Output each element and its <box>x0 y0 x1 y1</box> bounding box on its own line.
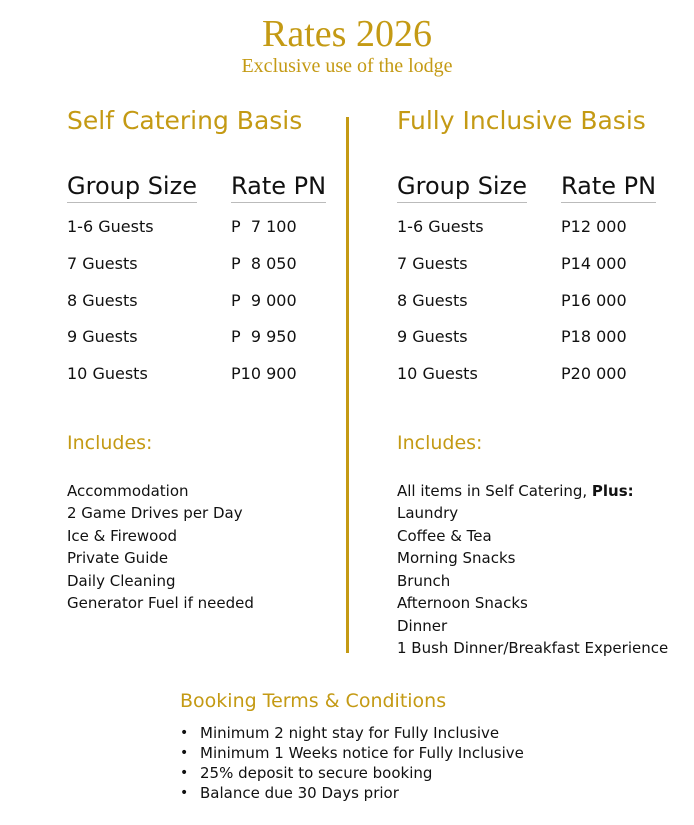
self-catering-table-header <box>67 170 367 202</box>
self-catering-section <box>67 106 367 615</box>
group-size-cell: 9 Guests <box>397 327 468 347</box>
rate-row <box>67 216 367 253</box>
list-item: Dinner <box>397 616 448 635</box>
page-title: Rates 2026 <box>262 13 432 55</box>
list-item: 1 Bush Dinner/Breakfast Experience <box>397 639 669 658</box>
rate-cell: P16 000 <box>561 290 627 310</box>
rate-cell: P 9 000 <box>231 290 297 310</box>
fully-inclusive-table-header <box>397 170 694 202</box>
fully-inclusive-title: Fully Inclusive Basis <box>397 106 646 135</box>
group-size-cell: 1-6 Guests <box>67 217 154 236</box>
self-catering-includes-list <box>67 480 367 615</box>
includes-lead-plus: Plus: <box>591 481 634 500</box>
rate-pn-header: Rate PN <box>231 170 326 203</box>
list-item <box>180 763 660 783</box>
booking-terms-section <box>180 687 660 803</box>
rate-row <box>397 326 694 363</box>
term-text: 25% deposit to secure booking <box>200 764 433 782</box>
rate-cell: P14 000 <box>561 253 627 273</box>
rate-cell: P20 000 <box>561 364 627 384</box>
group-size-cell: 8 Guests <box>67 290 138 310</box>
fully-inclusive-includes-title: Includes: <box>397 431 483 454</box>
rate-cell: P12 000 <box>561 217 627 236</box>
includes-lead-text: All items in Self Catering, <box>397 481 592 500</box>
booking-terms-title: Booking Terms & Conditions <box>180 690 447 712</box>
self-catering-includes-title: Includes: <box>67 431 153 454</box>
group-size-cell: 7 Guests <box>67 253 138 273</box>
bullet-icon: • <box>180 725 189 741</box>
rate-cell: P 7 100 <box>231 217 297 236</box>
list-item: 2 Game Drives per Day <box>67 504 243 523</box>
list-item: Laundry <box>397 504 459 523</box>
rate-row <box>67 326 367 363</box>
list-item: Daily Cleaning <box>67 571 176 590</box>
list-item: Brunch <box>397 571 451 590</box>
group-size-cell: 7 Guests <box>397 253 468 273</box>
rate-row <box>67 253 367 290</box>
list-item: Generator Fuel if needed <box>67 594 254 613</box>
bullet-icon: • <box>180 765 189 781</box>
list-item: Coffee & Tea <box>397 526 492 545</box>
list-item: Ice & Firewood <box>67 526 178 545</box>
rate-row <box>397 253 694 290</box>
group-size-header: Group Size <box>67 170 197 203</box>
group-size-cell: 10 Guests <box>397 364 478 384</box>
includes-lead <box>397 480 694 503</box>
rate-row <box>67 290 367 327</box>
term-text: Minimum 2 night stay for Fully Inclusive <box>200 724 500 742</box>
term-text: Balance due 30 Days prior <box>200 784 399 802</box>
group-size-cell: 8 Guests <box>397 290 468 310</box>
list-item: Private Guide <box>67 549 169 568</box>
fully-inclusive-section <box>397 106 694 660</box>
term-text: Minimum 1 Weeks notice for Fully Inclusive <box>200 744 524 762</box>
self-catering-title: Self Catering Basis <box>67 106 303 135</box>
rate-pn-header: Rate PN <box>561 170 656 203</box>
rate-row <box>67 363 367 400</box>
bullet-icon: • <box>180 785 189 801</box>
list-item: Accommodation <box>67 481 189 500</box>
group-size-header: Group Size <box>397 170 527 203</box>
rate-cell: P10 900 <box>231 364 297 384</box>
group-size-cell: 1-6 Guests <box>397 217 484 236</box>
list-item <box>180 723 660 743</box>
group-size-cell: 9 Guests <box>67 327 138 347</box>
self-catering-rates <box>67 216 367 400</box>
list-item <box>180 743 660 763</box>
list-item: Afternoon Snacks <box>397 594 528 613</box>
bullet-icon: • <box>180 745 189 761</box>
fully-inclusive-includes-list <box>397 480 694 660</box>
list-item: Morning Snacks <box>397 549 516 568</box>
rate-cell: P 8 050 <box>231 253 297 273</box>
rate-cell: P 9 950 <box>231 327 297 347</box>
rate-row <box>397 290 694 327</box>
rate-row <box>397 216 694 253</box>
group-size-cell: 10 Guests <box>67 364 148 384</box>
page-subtitle: Exclusive use of the lodge <box>241 55 453 77</box>
booking-terms-list <box>180 723 660 803</box>
rate-cell: P18 000 <box>561 327 627 347</box>
list-item <box>180 783 660 803</box>
fully-inclusive-rates <box>397 216 694 400</box>
rate-row <box>397 363 694 400</box>
